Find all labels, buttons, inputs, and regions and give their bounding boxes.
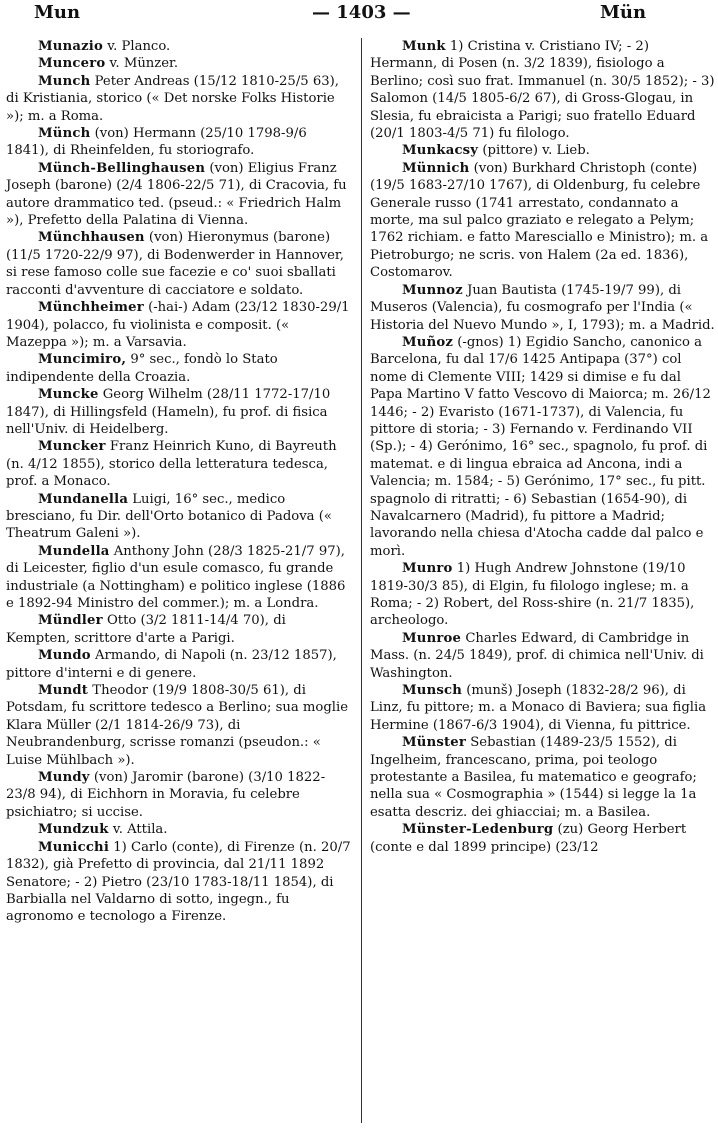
entry-headword: Munch bbox=[38, 73, 91, 89]
dictionary-entry bbox=[6, 821, 353, 838]
entry-text: (von) Hermann (25/10 1798-9/6 1841), di Rheinfelden, fu storiografo. bbox=[6, 126, 307, 159]
entry-headword: Muñoz bbox=[402, 334, 454, 350]
dictionary-entry bbox=[370, 682, 717, 734]
entry-headword: Mundy bbox=[38, 770, 90, 786]
entry-text: (zu) Georg Herbert (conte e dal 1899 principe) (23/12 bbox=[370, 822, 687, 855]
entry-headword: Munsch bbox=[402, 683, 463, 699]
page-number: — 1403 — bbox=[312, 2, 411, 23]
dictionary-entry bbox=[6, 125, 353, 160]
entry-headword: Münster-Ledenburg bbox=[402, 822, 554, 838]
dictionary-entry bbox=[6, 491, 353, 543]
entry-text: (von) Burkhard Christoph (conte) (19/5 1683-27/10 1767), di Oldenburg, fu celebre Generale russo (1741 arrestato, condannato a morte, ma sul palco graziato e relegato a Pelym; 1762 richiam. e fatto Maresciallo e Ministro); m. a Pietroburgo; ne scris. von Halem (2a ed. 1836), Costomarov. bbox=[370, 160, 709, 281]
entry-text: (-hai-) Adam (23/12 1830-29/1 1904), polacco, fu violinista e composit. (« Mazeppa »); m. a Varsavia. bbox=[6, 300, 350, 350]
entry-text: (-gnos) 1) Egidio Sancho, canonico a Barcelona, fu dal 17/6 1425 Antipapa (37°) col nome di Clemente VIII; 1429 si dimise e fu dal Papa Martino V fatto Vescovo di Maiorca; m. 26/12 1446; - 2) Evaristo (1671-1737), di Valencia, fu pittore di storia; - 3) Fernando v. Ferdinando VII (Sp.); - 4) Gerónimo, 16° sec., spagnolo, fu prof. di matemat. e di lingua ebraica ad Ancona, indi a Valencia; m. 1584; - 5) Gerónimo, 17° sec., fu pitt. spagnolo di ritratti; - 6) Sebastian (1654-90), di Navalcarnero (Madrid), fu pittore a Madrid; lavorando nella chiesa d'Atocha cadde dal palco e morì. bbox=[370, 334, 711, 559]
entry-headword: Munkacsy bbox=[402, 143, 479, 159]
dictionary-entry bbox=[370, 334, 717, 560]
entry-headword: Munazio bbox=[38, 39, 104, 54]
entry-text: Luigi, 16° sec., medico bresciano, fu Dir. dell'Orto botanico di Padova (« Theatrum Galeni »). bbox=[6, 491, 332, 542]
entry-text: Georg Wilhelm (28/11 1772-17/10 1847), di Hillingsfeld (Hameln), fu prof. di fisica nell'Univ. di Heidelberg. bbox=[6, 387, 331, 437]
dictionary-entry bbox=[6, 73, 353, 125]
dictionary-entry bbox=[6, 647, 353, 682]
dictionary-entry bbox=[6, 839, 353, 926]
entry-text: Armando, di Napoli (n. 23/12 1857), pittore d'interni e di genere. bbox=[6, 648, 337, 681]
dictionary-entry bbox=[370, 282, 717, 334]
dictionary-entry bbox=[370, 160, 717, 282]
dictionary-entry bbox=[370, 142, 717, 159]
entry-headword: Münch-Bellinghausen bbox=[38, 160, 206, 176]
entry-text: Franz Heinrich Kuno, di Bayreuth (n. 4/12 1855), storico della letteratura tedesca, prof. a Monaco. bbox=[6, 439, 337, 490]
entry-text: 9° sec., fondò lo Stato indipendente della Croazia. bbox=[6, 352, 278, 385]
entry-headword: Mündler bbox=[38, 613, 103, 629]
entry-text: Juan Bautista (1745-19/7 99), di Museros (Valencia), fu cosmografo per l'India (« Historia del Nuevo Mundo », I, 1793); m. a Madrid. bbox=[370, 282, 715, 333]
entry-headword: Muncke bbox=[38, 387, 99, 403]
entry-headword: Munk bbox=[402, 39, 446, 54]
entry-headword: Muncker bbox=[38, 439, 106, 455]
dictionary-entry bbox=[6, 438, 353, 490]
entry-text: Peter Andreas (15/12 1810-25/5 63), di Kristiania, storico (« Det norske Folks Historie »); m. a Roma. bbox=[6, 73, 339, 124]
dictionary-entry bbox=[6, 55, 353, 72]
entry-headword: Münchheimer bbox=[38, 300, 144, 316]
entry-text: (von) Hieronymus (barone) (11/5 1720-22/9 97), di Bodenwerder in Hannover, si rese famoso colle sue facezie e co' suoi sballati racconti d'avventure di cacciatore e soldato. bbox=[6, 230, 344, 298]
entry-text: Otto (3/2 1811-14/4 70), di Kempten, scrittore d'arte a Parigi. bbox=[6, 613, 286, 646]
entry-text: v. Attila. bbox=[112, 822, 168, 838]
entry-text: Theodor (19/9 1808-30/5 61), di Potsdam, fu scrittore tedesco a Berlino; sua moglie Klara Müller (2/1 1814-26/9 73), di Neubrandenburg, scrisse romanzi (pseudon.: « Luise Mühlbach »). bbox=[6, 683, 349, 768]
entry-headword: Münchhausen bbox=[38, 230, 145, 246]
page-header bbox=[0, 2, 718, 28]
entry-headword: Münch bbox=[38, 126, 91, 142]
entry-headword: Mundzuk bbox=[38, 822, 109, 838]
dictionary-entry bbox=[6, 299, 353, 351]
entry-text: Anthony John (28/3 1825-21/7 97), di Leicester, figlio d'un esule comasco, fu grande industriale (a Nottingham) e politico inglese (1886 e 1892-94 Ministro del commer.); m. a Londra. bbox=[6, 543, 346, 611]
entry-text: Charles Edward, di Cambridge in Mass. (n. 24/5 1849), prof. di chimica nell'Univ. di Washington. bbox=[370, 630, 704, 681]
right-column bbox=[370, 38, 717, 856]
entry-text: 1) Hugh Andrew Johnstone (19/10 1819-30/3 85), di Elgin, fu filologo inglese; m. a Roma; - 2) Robert, del Ross-shire (n. 21/7 1835), archeologo. bbox=[370, 561, 695, 629]
entry-text: 1) Carlo (conte), di Firenze (n. 20/7 1832), già Prefetto di provincia, dal 21/11 1892 Senatore; - 2) Pietro (23/10 1783-18/11 1854), di Barbialla nel Valdarno di sotto, ingegn., fu agronomo e tecnologo a Firenze. bbox=[6, 839, 351, 925]
column-divider bbox=[361, 38, 362, 1123]
entry-headword: Munnoz bbox=[402, 282, 463, 298]
dictionary-entry bbox=[6, 160, 353, 230]
entry-headword: Mundt bbox=[38, 683, 89, 699]
dictionary-entry bbox=[370, 560, 717, 630]
dictionary-entry bbox=[6, 682, 353, 769]
entry-text: v. Münzer. bbox=[109, 56, 179, 72]
entry-headword: Münnich bbox=[402, 160, 470, 176]
dictionary-entry bbox=[6, 229, 353, 299]
entry-headword: Mundella bbox=[38, 543, 110, 559]
entry-headword: Münster bbox=[402, 735, 467, 751]
entry-headword: Muncero bbox=[38, 56, 106, 72]
entry-headword: Mundo bbox=[38, 648, 91, 664]
entry-headword: Muncimiro, bbox=[38, 352, 127, 368]
dictionary-entry bbox=[6, 612, 353, 647]
dictionary-entry bbox=[6, 386, 353, 438]
entry-text: (von) Eligius Franz Joseph (barone) (2/4 1806-22/5 71), di Cracovia, fu autore drammatico ted. (pseud.: « Friedrich Halm »), Prefetto della Palatina di Vienna. bbox=[6, 160, 347, 229]
entry-text: (munš) Joseph (1832-28/2 96), di Linz, fu pittore; m. a Monaco di Baviera; sua figlia Hermine (1867-6/3 1904), di Vienna, fu pittrice. bbox=[370, 683, 707, 733]
entry-headword: Municchi bbox=[38, 839, 110, 855]
dictionary-entry bbox=[370, 630, 717, 682]
dictionary-entry bbox=[6, 351, 353, 386]
entry-text: (pittore) v. Lieb. bbox=[482, 143, 590, 159]
entry-headword: Munro bbox=[402, 561, 453, 577]
header-left-keyword: Mun bbox=[34, 2, 81, 23]
dictionary-entry bbox=[6, 543, 353, 613]
header-right-keyword: Mün bbox=[600, 2, 647, 23]
left-column bbox=[6, 38, 353, 926]
dictionary-entry bbox=[370, 734, 717, 821]
entry-text: 1) Cristina v. Cristiano IV; - 2) Hermann, di Posen (n. 3/2 1839), fisiologo a Berlino; così suo frat. Immanuel (n. 30/5 1852); - 3) Salomon (14/5 1805-6/2 67), di Gross-Glogau, in Slesia, fu ebraicista a Parigi; suo fratello Eduard (20/1 1803-4/5 71) fu filologo. bbox=[370, 39, 715, 142]
dictionary-entry bbox=[370, 821, 717, 856]
entry-text: v. Planco. bbox=[107, 39, 171, 54]
entry-headword: Munroe bbox=[402, 630, 462, 646]
dictionary-entry bbox=[370, 38, 717, 142]
dictionary-entry bbox=[6, 38, 353, 55]
entry-text: (von) Jaromir (barone) (3/10 1822-23/8 94), di Eichhorn in Moravia, fu celebre psichiatro; si uccise. bbox=[6, 770, 326, 820]
entry-headword: Mundanella bbox=[38, 491, 129, 507]
entry-text: Sebastian (1489-23/5 1552), di Ingelheim, francescano, prima, poi teologo protestante a Basilea, fu matematico e geografo; nella sua « Cosmographia » (1544) si legge la 1a esatta descriz. dei ghiacciai; m. a Basilea. bbox=[370, 735, 697, 820]
dictionary-entry bbox=[6, 769, 353, 821]
